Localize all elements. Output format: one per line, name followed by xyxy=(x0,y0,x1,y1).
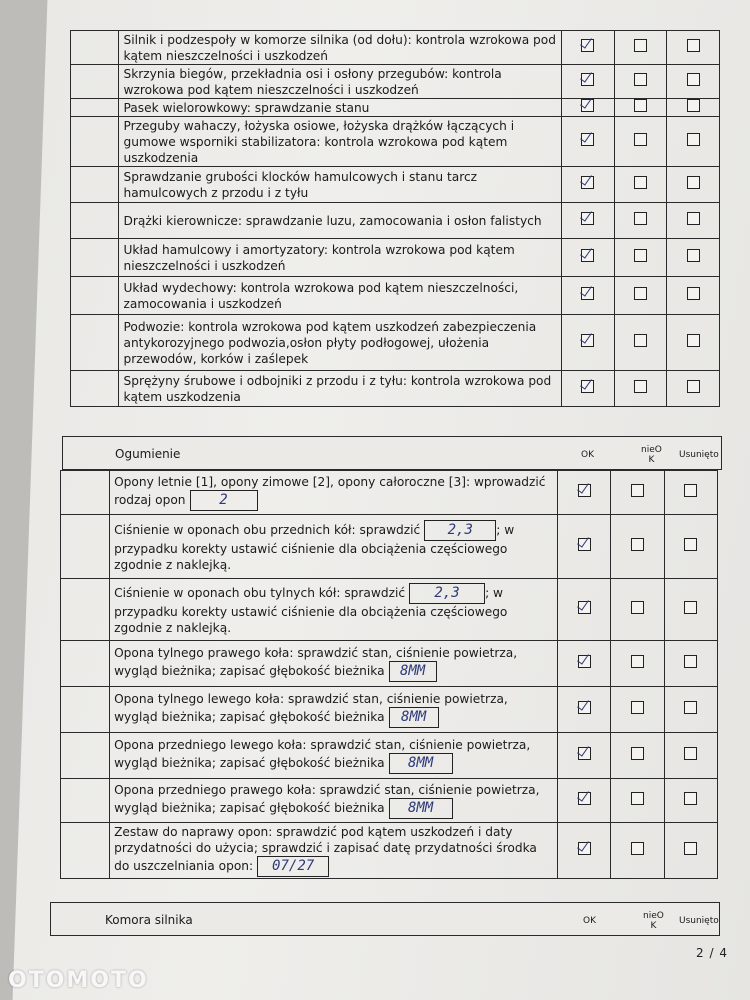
checkbox-ok[interactable] xyxy=(581,39,594,52)
checkbox-cell-ok xyxy=(558,579,611,641)
checkbox-cell-ok xyxy=(562,167,615,203)
checkbox-removed[interactable] xyxy=(687,39,700,52)
checkbox-cell-not-ok xyxy=(614,167,667,203)
row-description xyxy=(110,515,558,579)
checkbox-cell-not-ok xyxy=(611,471,664,515)
checkbox-cell-ok xyxy=(562,31,615,65)
checkbox-ok[interactable] xyxy=(578,538,591,551)
row-text-before: Ciśnienie w oponach obu tylnych kół: sprawdzić xyxy=(114,586,406,600)
checkbox-cell-removed xyxy=(667,203,720,239)
checkbox-not-ok[interactable] xyxy=(631,842,644,855)
checkbox-removed[interactable] xyxy=(684,842,697,855)
table-row xyxy=(61,823,718,879)
checkbox-cell-ok xyxy=(558,687,611,733)
row-spacer-cell xyxy=(71,167,119,203)
checkbox-cell-not-ok xyxy=(614,117,667,167)
row-description xyxy=(110,733,558,779)
checkbox-ok[interactable] xyxy=(581,176,594,189)
checkbox-ok[interactable] xyxy=(581,334,594,347)
checkbox-cell-ok xyxy=(562,117,615,167)
row-text-before: Opona przedniego prawego koła: sprawdzić stan, ciśnienie powietrza, wygląd bieżnika; zapisać głębokość bieżnika xyxy=(114,783,540,815)
watermark-logo: OTOMOTO xyxy=(8,968,149,993)
row-description xyxy=(110,823,558,879)
row-spacer-cell xyxy=(71,277,119,315)
checkbox-not-ok[interactable] xyxy=(634,212,647,225)
row-description: Silnik i podzespoły w komorze silnika (od dołu): kontrola wzrokowa pod kątem nieszczelności i uszkodzeń xyxy=(119,31,562,65)
checkbox-cell-not-ok xyxy=(614,99,667,117)
checkbox-cell-removed xyxy=(667,31,720,65)
row-description xyxy=(110,779,558,823)
section-title: Ogumienie xyxy=(115,447,181,461)
checkbox-cell-removed xyxy=(667,277,720,315)
table-row xyxy=(71,117,720,167)
checkbox-cell-ok xyxy=(562,277,615,315)
handwritten-value-field[interactable]: 8MM xyxy=(389,661,437,682)
table-row xyxy=(71,31,720,65)
handwritten-value-field[interactable]: 2,3 xyxy=(409,583,485,604)
checkbox-removed[interactable] xyxy=(687,212,700,225)
checkbox-cell-ok xyxy=(562,65,615,99)
checkbox-removed[interactable] xyxy=(687,287,700,300)
checkbox-not-ok[interactable] xyxy=(634,249,647,262)
row-description: Układ hamulcowy i amortyzatory: kontrola wzrokowa pod kątem nieszczelności i uszkodzeń xyxy=(119,239,562,277)
row-spacer-cell xyxy=(71,371,119,407)
checkbox-ok[interactable] xyxy=(581,133,594,146)
handwritten-value-field[interactable]: 2,3 xyxy=(424,520,496,541)
checkbox-cell-removed xyxy=(664,823,717,879)
checkbox-not-ok[interactable] xyxy=(634,73,647,86)
checkbox-removed[interactable] xyxy=(687,133,700,146)
row-spacer-cell xyxy=(61,641,110,687)
checkbox-ok[interactable] xyxy=(578,842,591,855)
checkbox-cell-not-ok xyxy=(611,779,664,823)
checkbox-cell-ok xyxy=(558,471,611,515)
table-row xyxy=(71,315,720,371)
row-spacer-cell xyxy=(61,687,110,733)
column-not-ok-line1: nieO xyxy=(641,445,662,455)
checkbox-cell-removed xyxy=(667,99,720,117)
checkbox-removed[interactable] xyxy=(687,73,700,86)
checkbox-ok[interactable] xyxy=(578,792,591,805)
checkbox-cell-ok xyxy=(562,239,615,277)
checkbox-not-ok[interactable] xyxy=(631,701,644,714)
row-spacer-cell xyxy=(71,239,119,277)
row-description: Skrzynia biegów, przekładnia osi i osłony przegubów: kontrola wzrokowa pod kątem nieszczelności i uszkodzeń xyxy=(119,65,562,99)
section-title: Komora silnika xyxy=(105,913,193,927)
checkbox-cell-not-ok xyxy=(611,579,664,641)
checkbox-cell-removed xyxy=(664,515,717,579)
checkbox-removed[interactable] xyxy=(687,380,700,393)
row-description xyxy=(110,641,558,687)
checkbox-ok[interactable] xyxy=(578,484,591,497)
checkbox-removed[interactable] xyxy=(684,538,697,551)
checkbox-not-ok[interactable] xyxy=(634,39,647,52)
checkbox-cell-not-ok xyxy=(614,239,667,277)
checkbox-not-ok[interactable] xyxy=(634,334,647,347)
checkbox-cell-not-ok xyxy=(611,733,664,779)
table-row xyxy=(71,277,720,315)
table-row xyxy=(61,687,718,733)
row-description: Drążki kierownicze: sprawdzanie luzu, zamocowania i osłon falistych xyxy=(119,203,562,239)
checkbox-removed[interactable] xyxy=(687,176,700,189)
checkbox-ok[interactable] xyxy=(581,99,594,112)
checkbox-not-ok[interactable] xyxy=(631,601,644,614)
row-description: Podwozie: kontrola wzrokowa pod kątem uszkodzeń zabezpieczenia antykorozyjnego podwozia,osłon płyty podłogowej, ułożenia przewodów, korków i zaślepek xyxy=(119,315,562,371)
checkbox-cell-not-ok xyxy=(611,823,664,879)
checkbox-removed[interactable] xyxy=(687,99,700,112)
handwritten-value-field[interactable]: 07/27 xyxy=(257,856,329,877)
row-text-before: Ciśnienie w oponach obu przednich kół: sprawdzić xyxy=(114,523,421,537)
column-ok: OK xyxy=(581,450,594,460)
checkbox-not-ok[interactable] xyxy=(631,747,644,760)
checkbox-removed[interactable] xyxy=(684,601,697,614)
row-spacer-cell xyxy=(71,117,119,167)
checkbox-ok[interactable] xyxy=(581,380,594,393)
checkbox-cell-removed xyxy=(664,779,717,823)
row-description: Sprawdzanie grubości klocków hamulcowych i stanu tarcz hamulcowych z przodu i z tyłu xyxy=(119,167,562,203)
row-text-before: Opona tylnego prawego koła: sprawdzić stan, ciśnienie powietrza, wygląd bieżnika; zapisać głębokość bieżnika xyxy=(114,646,518,678)
column-ok: OK xyxy=(583,916,596,926)
column-not-ok-line2: K xyxy=(648,455,655,465)
sheet-edge xyxy=(0,0,47,1000)
row-description xyxy=(110,579,558,641)
row-text-before: Opona przedniego lewego koła: sprawdzić stan, ciśnienie powietrza, wygląd bieżnika; zapisać głębokość bieżnika xyxy=(114,738,531,770)
checkbox-ok[interactable] xyxy=(581,287,594,300)
checkbox-cell-not-ok xyxy=(614,203,667,239)
column-not-ok-line1: nieO xyxy=(643,911,664,921)
checkbox-not-ok[interactable] xyxy=(631,484,644,497)
checkbox-not-ok[interactable] xyxy=(634,380,647,393)
checkbox-cell-ok xyxy=(562,315,615,371)
checkbox-cell-not-ok xyxy=(614,315,667,371)
row-description: Układ wydechowy: kontrola wzrokowa pod kątem nieszczelności, zamocowania i uszkodzeń xyxy=(119,277,562,315)
handwritten-value-field[interactable]: 8MM xyxy=(389,798,453,819)
checkbox-cell-ok xyxy=(562,99,615,117)
row-text-before: Opona tylnego lewego koła: sprawdzić stan, ciśnienie powietrza, wygląd bieżnika; zapisać głębokość bieżnika xyxy=(114,692,508,724)
table-row xyxy=(61,471,718,515)
checkbox-ok[interactable] xyxy=(581,249,594,262)
row-spacer-cell xyxy=(71,99,119,117)
row-spacer-cell xyxy=(61,823,110,879)
row-text-before: Opony letnie [1], opony zimowe [2], opony całoroczne [3]: wprowadzić rodzaj opon xyxy=(114,475,546,507)
row-description xyxy=(110,471,558,515)
column-not-ok xyxy=(643,911,664,931)
checkbox-cell-ok xyxy=(558,641,611,687)
checkbox-cell-removed xyxy=(664,641,717,687)
checkbox-cell-not-ok xyxy=(611,687,664,733)
checkbox-cell-removed xyxy=(664,471,717,515)
checkbox-removed[interactable] xyxy=(684,792,697,805)
checkbox-removed[interactable] xyxy=(684,655,697,668)
checkbox-not-ok[interactable] xyxy=(631,538,644,551)
row-spacer-cell xyxy=(61,515,110,579)
checkbox-cell-removed xyxy=(667,117,720,167)
checkbox-not-ok[interactable] xyxy=(631,655,644,668)
checkbox-cell-removed xyxy=(667,239,720,277)
checkbox-cell-ok xyxy=(558,779,611,823)
table-row xyxy=(71,239,720,277)
handwritten-value-field[interactable]: 8MM xyxy=(389,707,439,728)
column-removed: Usunięto xyxy=(679,916,719,926)
row-spacer-cell xyxy=(61,471,110,515)
row-spacer-cell xyxy=(61,579,110,641)
checkbox-cell-removed xyxy=(664,579,717,641)
table-row xyxy=(61,641,718,687)
row-spacer-cell xyxy=(71,31,119,65)
checkbox-removed[interactable] xyxy=(684,701,697,714)
checkbox-ok[interactable] xyxy=(581,212,594,225)
checkbox-cell-ok xyxy=(558,515,611,579)
row-description xyxy=(110,687,558,733)
page-number: 2 / 4 xyxy=(696,946,728,960)
checkbox-cell-removed xyxy=(667,167,720,203)
checkbox-cell-removed xyxy=(667,65,720,99)
row-spacer-cell xyxy=(71,315,119,371)
column-removed: Usunięto xyxy=(679,450,719,460)
checkbox-cell-not-ok xyxy=(611,641,664,687)
checkbox-ok[interactable] xyxy=(581,73,594,86)
checkbox-removed[interactable] xyxy=(687,334,700,347)
checkbox-not-ok[interactable] xyxy=(634,99,647,112)
checkbox-cell-not-ok xyxy=(611,515,664,579)
checkbox-not-ok[interactable] xyxy=(634,287,647,300)
checkbox-not-ok[interactable] xyxy=(631,792,644,805)
row-description: Sprężyny śrubowe i odbojniki z przodu i z tyłu: kontrola wzrokowa pod kątem uszkodzenia xyxy=(119,371,562,407)
handwritten-value-field[interactable]: 2 xyxy=(190,490,258,511)
checkbox-ok[interactable] xyxy=(578,747,591,760)
inspection-table-tyres xyxy=(60,470,718,879)
row-spacer-cell xyxy=(71,65,119,99)
checkbox-removed[interactable] xyxy=(684,484,697,497)
checkbox-cell-ok xyxy=(562,203,615,239)
checkbox-ok[interactable] xyxy=(578,655,591,668)
table-row xyxy=(71,65,720,99)
row-description: Przeguby wahaczy, łożyska osiowe, łożyska drążków łączących i gumowe wsporniki stabilizatora: kontrola wzrokowa pod kątem uszkodzenia xyxy=(119,117,562,167)
checkbox-cell-not-ok xyxy=(614,371,667,407)
checkbox-ok[interactable] xyxy=(578,601,591,614)
checkbox-removed[interactable] xyxy=(687,249,700,262)
checkbox-cell-removed xyxy=(667,315,720,371)
row-spacer-cell xyxy=(61,779,110,823)
row-description: Pasek wielorowkowy: sprawdzanie stanu xyxy=(119,99,562,117)
column-not-ok-line2: K xyxy=(650,921,657,931)
table-row xyxy=(71,203,720,239)
checkbox-cell-ok xyxy=(558,823,611,879)
checkbox-cell-not-ok xyxy=(614,277,667,315)
row-text-after: ; w przypadku korekty ustawić ciśnienie dla obciążenia częściowego zgodnie z naklejką. xyxy=(114,586,508,635)
checkbox-ok[interactable] xyxy=(578,701,591,714)
table-row xyxy=(61,579,718,641)
checkbox-cell-ok xyxy=(558,733,611,779)
checkbox-cell-removed xyxy=(667,371,720,407)
table-row xyxy=(61,779,718,823)
row-text-before: Zestaw do naprawy opon: sprawdzić pod kątem uszkodzeń i daty przydatności do użycia; sprawdzić i zapisać datę przydatności środka do uszczelniania opon: xyxy=(114,825,537,873)
checkbox-cell-removed xyxy=(664,733,717,779)
inspection-table-underbody xyxy=(70,30,720,407)
checkbox-cell-removed xyxy=(664,687,717,733)
section-header-engine-bay xyxy=(50,902,720,936)
row-spacer-cell xyxy=(71,203,119,239)
checkbox-not-ok[interactable] xyxy=(634,133,647,146)
row-spacer-cell xyxy=(61,733,110,779)
row-text-after: ; w przypadku korekty ustawić ciśnienie dla obciążenia częściowego zgodnie z naklejką. xyxy=(114,523,515,572)
checkbox-not-ok[interactable] xyxy=(634,176,647,189)
table-row xyxy=(71,371,720,407)
table-row xyxy=(71,99,720,117)
column-not-ok xyxy=(641,445,662,465)
checkbox-removed[interactable] xyxy=(684,747,697,760)
section-header-tyres xyxy=(62,436,722,470)
handwritten-value-field[interactable]: 8MM xyxy=(389,753,453,774)
table-row xyxy=(71,167,720,203)
checkbox-cell-not-ok xyxy=(614,31,667,65)
table-row xyxy=(61,733,718,779)
checkbox-cell-ok xyxy=(562,371,615,407)
table-row xyxy=(61,515,718,579)
checkbox-cell-not-ok xyxy=(614,65,667,99)
